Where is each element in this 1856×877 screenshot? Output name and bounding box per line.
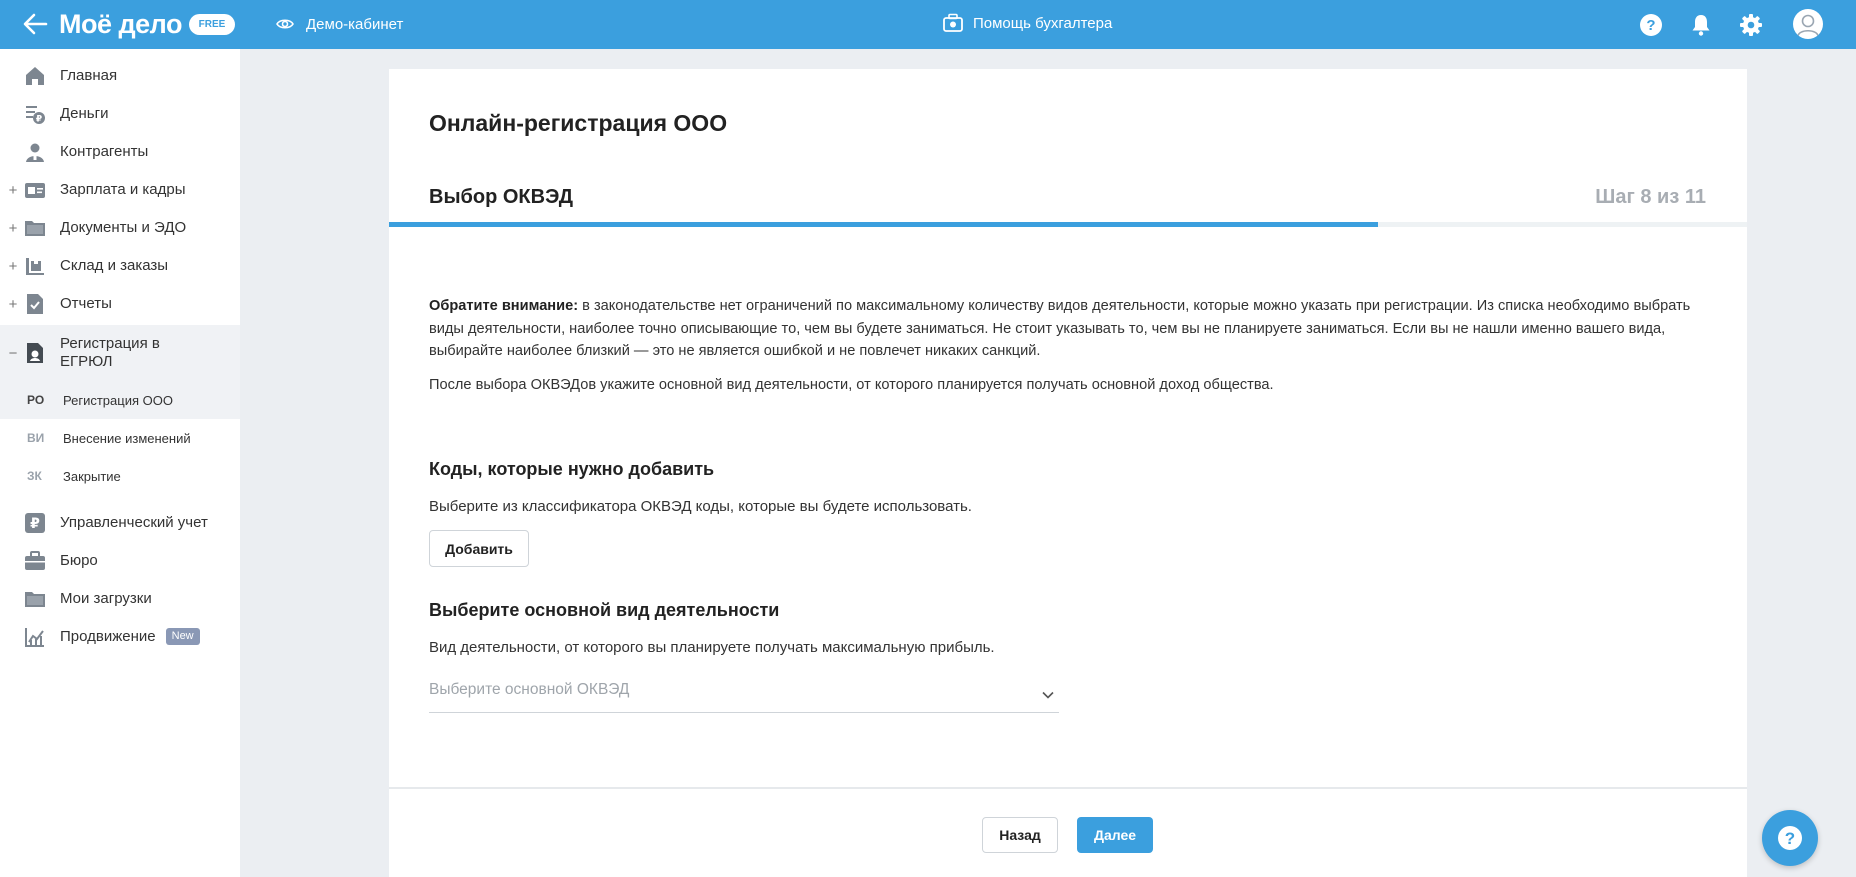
next-button[interactable]: Далее [1077, 817, 1153, 853]
briefcase-icon [24, 550, 46, 572]
ruble-icon [24, 512, 46, 534]
step-title: Выбор ОКВЭД [429, 186, 574, 208]
sidebar-item-label: Зарплата и кадры [60, 181, 186, 198]
svg-text:?: ? [1646, 17, 1656, 34]
sidebar-item-home[interactable] [0, 57, 240, 95]
sidebar-subitem-register-llc[interactable] [0, 381, 240, 419]
top-bar [0, 0, 1856, 49]
main-okved-select[interactable] [429, 676, 1059, 713]
sidebar-item-label: Бюро [60, 552, 98, 569]
expand-toggle[interactable]: + [8, 295, 18, 313]
sidebar-item-label [60, 628, 200, 646]
sidebar-item-label: Документы и ЭДО [60, 219, 187, 236]
sidebar-item-label: Главная [60, 67, 118, 84]
sidebar-item-reports[interactable] [0, 285, 240, 323]
sidebar-item-documents[interactable] [0, 209, 240, 247]
plan-badge[interactable]: FREE [189, 14, 235, 35]
gear-icon[interactable] [1739, 13, 1763, 37]
floating-help-button[interactable] [1762, 810, 1818, 866]
sidebar-subitem-amendments[interactable] [0, 419, 240, 457]
notice-secondary: После выбора ОКВЭДов укажите основной вид деятельности, от которого планируется получать основной доход общества. [429, 377, 1274, 393]
home-icon [24, 65, 46, 87]
sidebar-item-label: Отчеты [60, 295, 112, 312]
svg-text:₽: ₽ [30, 516, 40, 532]
expand-toggle[interactable]: + [8, 181, 18, 199]
subitem-abbr: РО [27, 393, 45, 407]
sidebar-item-label: Деньги [60, 105, 109, 122]
help-icon [1762, 810, 1818, 866]
demo-account-label: Демо-кабинет [306, 15, 404, 33]
subitem-abbr: ЗК [27, 469, 42, 483]
notice-text [429, 295, 1719, 363]
sidebar [0, 49, 240, 877]
demo-account-link[interactable] [276, 13, 403, 35]
page-title: Онлайн-регистрация ООО [429, 110, 728, 136]
expand-toggle[interactable]: + [8, 219, 18, 237]
back-button[interactable]: Назад [982, 817, 1058, 853]
back-arrow-icon[interactable] [22, 12, 48, 36]
subitem-label: Закрытие [63, 468, 121, 484]
registration-icon [24, 342, 46, 364]
sidebar-item-label: Склад и заказы [60, 257, 169, 274]
eye-icon [276, 17, 294, 31]
subitem-abbr: ВИ [27, 431, 45, 445]
money-icon [24, 103, 46, 125]
collapse-toggle[interactable]: − [8, 344, 18, 362]
subitem-label: Внесение изменений [63, 430, 191, 446]
sidebar-item-management-accounting[interactable] [0, 504, 240, 542]
sidebar-item-money[interactable] [0, 95, 240, 133]
salary-icon [24, 179, 46, 201]
sidebar-item-label: Управленческий учет [60, 514, 208, 531]
notice-body: в законодательстве нет ограничений по максимальному количеству видов деятельности, которые можно указать при регистрации. Из списка необходимо выбрать виды деятельности, наиболее точно описывающие то, чем вы будете заниматься. Не стоит указывать то, чем вы не планируете заниматься. Если вы не нашли именно вашего вида, выбирайте наиболее близкий — это не является ошибкой и не повлечет никаких санкций. [429, 298, 1691, 359]
user-avatar[interactable] [1793, 9, 1823, 39]
subitem-label: Регистрация ООО [63, 392, 173, 408]
new-badge: New [166, 628, 200, 645]
help-icon[interactable] [1639, 13, 1663, 37]
codes-heading: Коды, которые нужно добавить [429, 459, 715, 479]
codes-description: Выберите из классификатора ОКВЭД коды, которые вы будете использовать. [429, 498, 972, 515]
sidebar-item-label: Мои загрузки [60, 590, 152, 607]
sidebar-item-promotion[interactable] [0, 618, 240, 656]
progress-bar [389, 222, 1747, 227]
bell-icon[interactable] [1689, 13, 1713, 37]
chevron-down-icon [1041, 688, 1055, 702]
folder-icon [24, 217, 46, 239]
sidebar-item-contractors[interactable] [0, 133, 240, 171]
main-activity-heading: Выберите основной вид деятельности [429, 600, 780, 620]
select-placeholder: Выберите основной ОКВЭД [429, 681, 630, 698]
step-counter: Шаг 8 из 11 [1595, 186, 1706, 208]
folder-icon [24, 588, 46, 610]
sidebar-subitem-closure[interactable] [0, 457, 240, 495]
progress-fill [389, 222, 1378, 227]
sidebar-item-my-downloads[interactable] [0, 580, 240, 618]
contractors-icon [24, 141, 46, 163]
warehouse-icon [24, 255, 46, 277]
reports-icon [24, 293, 46, 315]
accountant-help-link[interactable] [942, 11, 1112, 35]
expand-toggle[interactable]: + [8, 257, 18, 275]
sidebar-item-label: Регистрация в ЕГРЮЛ [60, 335, 160, 370]
sidebar-item-text: Продвижение [60, 628, 156, 645]
sidebar-item-warehouse[interactable] [0, 247, 240, 285]
sidebar-item-salary[interactable] [0, 171, 240, 209]
chart-icon [24, 626, 46, 648]
accountant-help-label: Помощь бухгалтера [973, 14, 1113, 32]
footer-divider [389, 787, 1747, 789]
helper-icon [942, 13, 964, 33]
notice-label: Обратите внимание: [429, 298, 579, 314]
sidebar-item-label: Контрагенты [60, 143, 149, 160]
main-activity-description: Вид деятельности, от которого вы планируете получать максимальную прибыль. [429, 639, 995, 656]
svg-text:₽: ₽ [35, 114, 43, 125]
sidebar-item-bureau[interactable] [0, 542, 240, 580]
registration-card [389, 69, 1747, 877]
user-icon [1793, 9, 1823, 39]
svg-text:?: ? [1784, 829, 1796, 848]
add-okved-button[interactable]: Добавить [429, 530, 529, 567]
app-logo[interactable]: Моё дело [59, 9, 182, 39]
sidebar-item-registration[interactable] [0, 325, 240, 381]
